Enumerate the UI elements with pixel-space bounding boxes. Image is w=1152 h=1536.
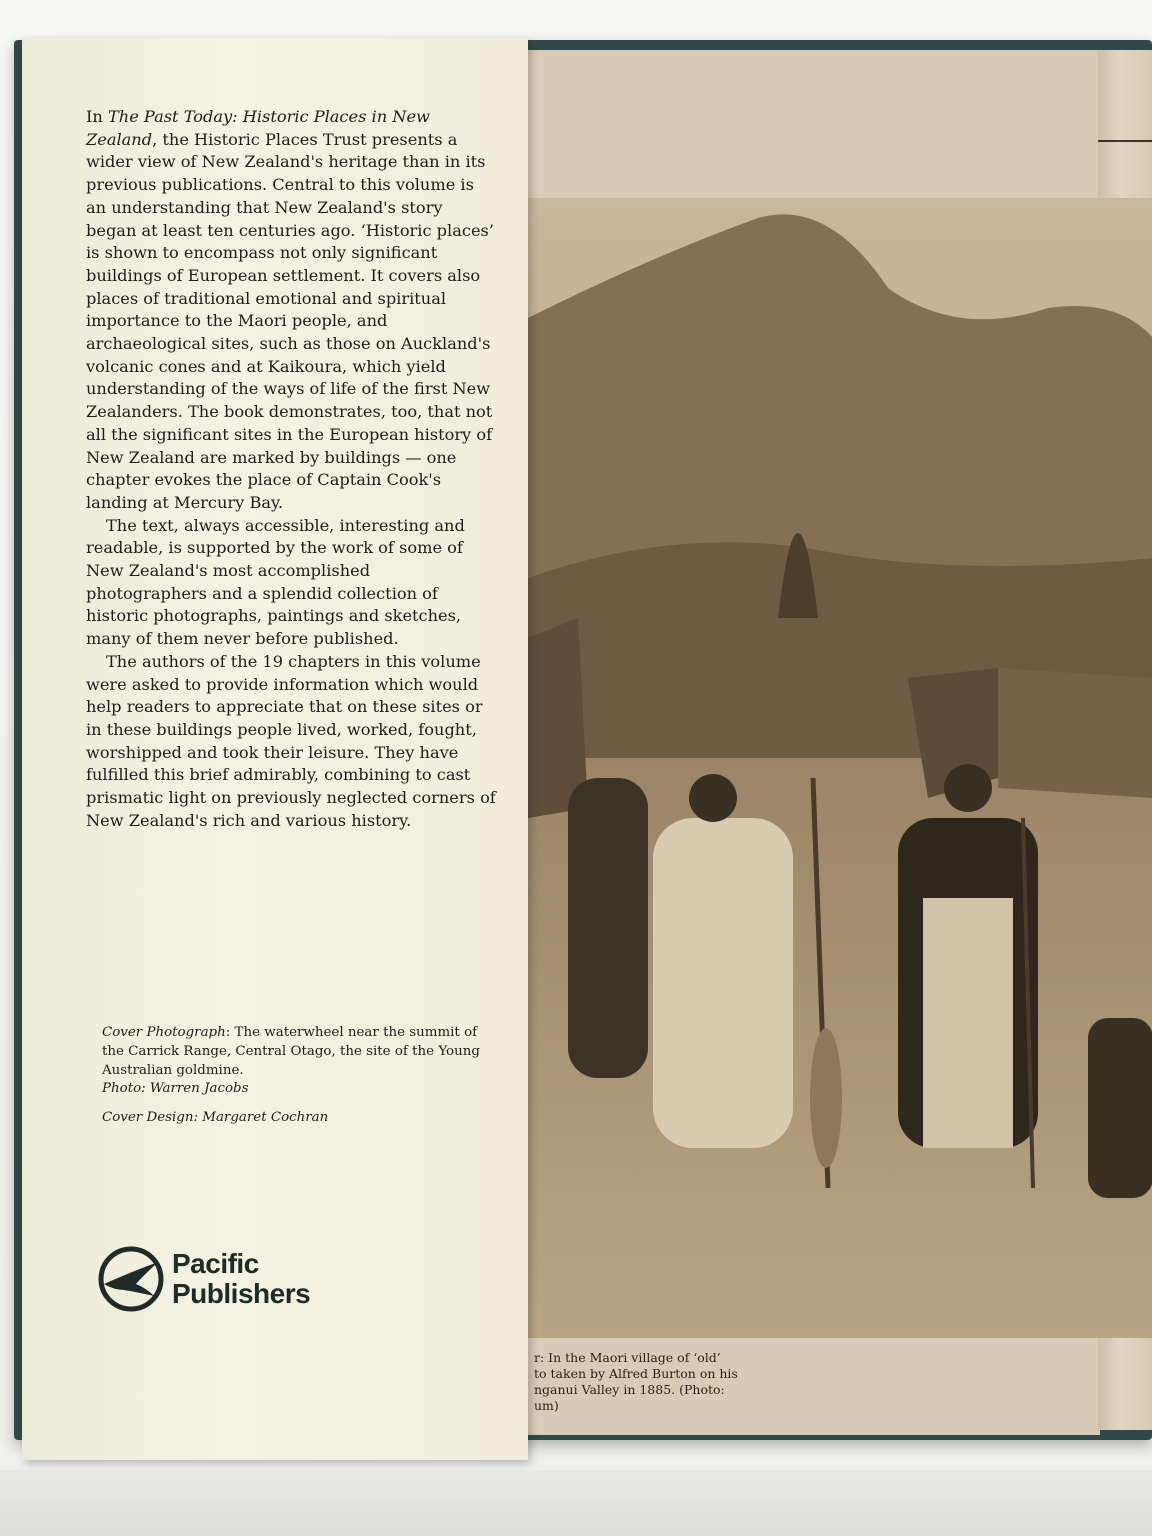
cover-photo-text: : The waterwheel near the summit of the Carrick Range, Central Otago, the site of the Young Australian goldmine.: [102, 1025, 480, 1078]
figure-head-1: [689, 774, 737, 822]
cover-design-credit: [102, 1109, 502, 1128]
caption-line-4: um): [534, 1398, 559, 1413]
figure-back: [568, 778, 648, 1078]
figure-head-2: [944, 764, 992, 812]
bird-in-circle-icon: [96, 1244, 166, 1314]
cover-design-text: Cover Design: Margaret Cochran: [102, 1110, 329, 1126]
figure-seated: [1088, 1018, 1152, 1198]
sepia-village-photo: [528, 198, 1152, 1338]
figure-trousers: [923, 898, 1013, 1148]
blurb-intro: In: [86, 107, 108, 126]
hut-roof: [998, 668, 1152, 798]
caption-line-1: r: In the Maori village of ‘old’: [534, 1350, 721, 1365]
paddle-blade: [810, 1028, 842, 1168]
shelf-surface: [0, 1470, 1152, 1536]
blurb-paragraph-1-text: , the Historic Places Trust presents a wider view of New Zealand's heritage than in its previous publications. Central to this volume is an understanding that New Zealand's story began at least ten centuries ago. ‘Historic places’ is shown to encompass not only significant buildings of European settlement. It covers also places of traditional emotional and spiritual importance to the Maori people, and archaeological sites, such as those on Auckland's volcanic cones and at Kaikoura, which yield understanding of the ways of life of the first New Zealanders. The book demonstrates, too, that not all the significant sites in the European history of New Zealand are marked by buildings — one chapter evokes the place of Captain Cook's landing at Mercury Bay.: [86, 129, 494, 512]
cover-credits: [102, 1024, 502, 1138]
endpaper-photograph: [528, 198, 1152, 1338]
cover-photo-credit: [102, 1024, 502, 1099]
figure-woman: [653, 818, 793, 1148]
blurb-paragraph-3: The authors of the 19 chapters in this volume were asked to provide information which would help readers to appreciate that on these sites or in these buildings people lived, worked, fought, worshipped and took their leisure. They have fulfilled this brief admirably, combining to cast prismatic light on previously neglected corners of New Zealand's rich and various history.: [86, 651, 496, 830]
publisher-name-line-1: Pacific: [172, 1248, 259, 1279]
cover-photo-label: Cover Photograph: [102, 1025, 226, 1040]
book-title: The Past Today: Historic Places in New Zealand: [86, 107, 430, 149]
publisher-name-line-2: Publishers: [172, 1278, 311, 1309]
blurb-paragraph-1: [86, 106, 496, 515]
caption-line-2: to taken by Alfred Burton on his: [534, 1366, 738, 1381]
caption-line-3: nganui Valley in 1885. (Photo:: [534, 1382, 725, 1397]
publisher-name: [172, 1249, 310, 1309]
flap-blurb: [86, 106, 496, 833]
page-rule: [1098, 140, 1152, 142]
photo-caption: [534, 1350, 754, 1414]
photographer-credit: Photo: Warren Jacobs: [102, 1081, 249, 1097]
publisher-logo: [96, 1244, 310, 1314]
blurb-paragraph-2: The text, always accessible, interesting and readable, is supported by the work of some of New Zealand's most accomplished photographers and a splendid collection of historic photographs, paintings and sketches, many of them never before published.: [86, 515, 465, 649]
